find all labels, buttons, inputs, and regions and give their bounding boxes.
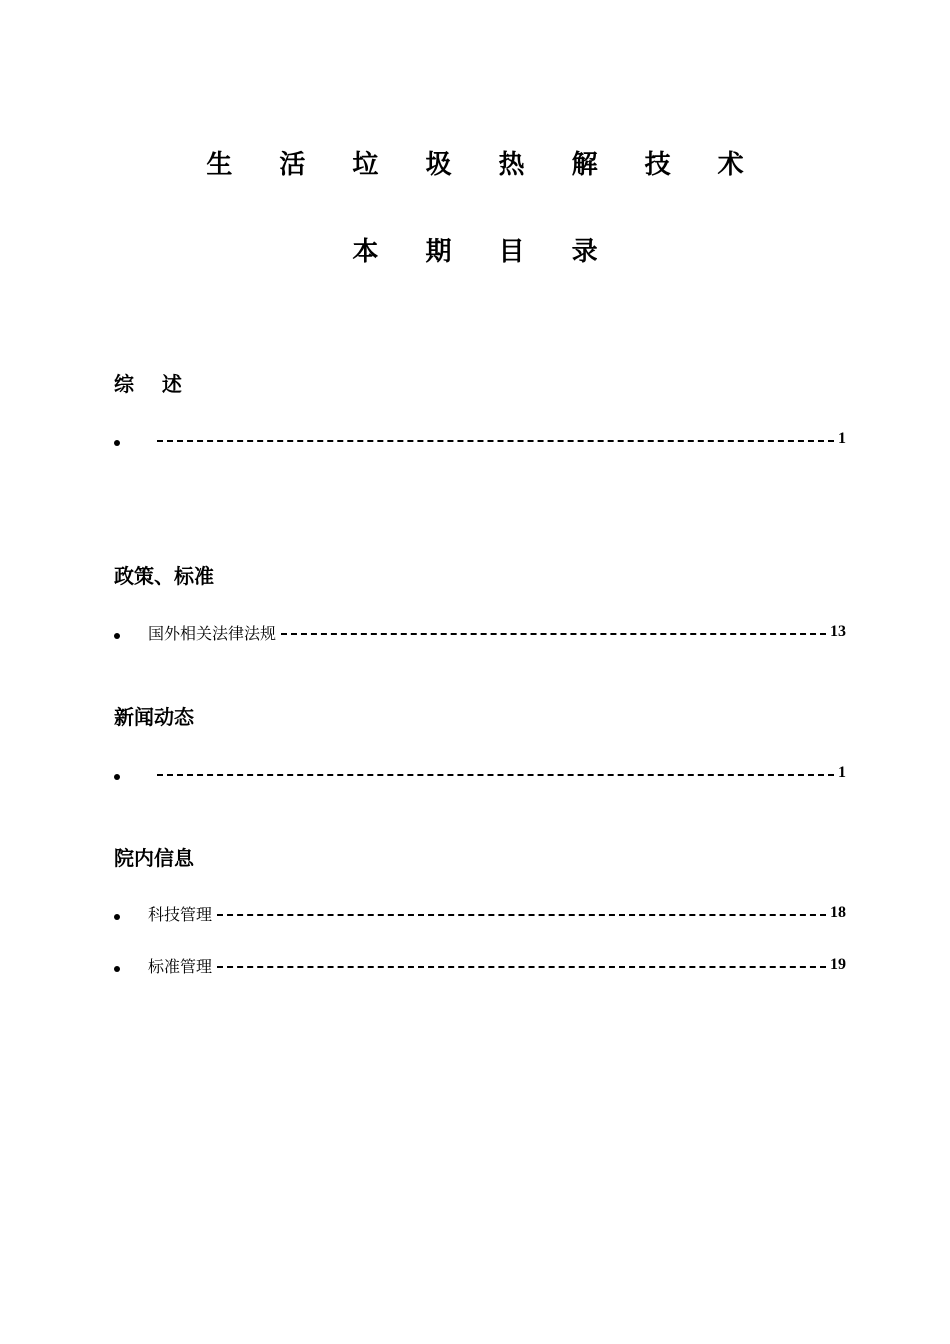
dot-leader xyxy=(281,633,826,635)
document-title: 生 活 垃 圾 热 解 技 术 xyxy=(206,150,763,180)
section-heading-institute-info: 院内信息 xyxy=(114,846,194,870)
toc-entry-title: 国外相关法律法规 xyxy=(148,623,277,643)
toc-entry[interactable] xyxy=(114,427,846,451)
toc-page-number: 13 xyxy=(830,623,846,640)
toc-page-number: 1 xyxy=(838,764,846,781)
section-heading-policy-standards: 政策、标准 xyxy=(114,564,214,588)
bullet-icon xyxy=(114,774,120,780)
bullet-icon xyxy=(114,440,120,446)
toc-entry[interactable] xyxy=(114,901,846,925)
toc-entry[interactable] xyxy=(114,761,846,785)
toc-title: 本 期 目 录 xyxy=(352,237,617,267)
section-heading-overview: 综 述 xyxy=(114,372,182,396)
bullet-icon xyxy=(114,914,120,920)
toc-page-number: 18 xyxy=(830,904,846,921)
bullet-icon xyxy=(114,966,120,972)
toc-page-number: 19 xyxy=(830,956,846,973)
dot-leader xyxy=(157,774,834,776)
section-heading-news: 新闻动态 xyxy=(114,705,194,729)
toc-page-number: 1 xyxy=(838,430,846,447)
toc-entry-title: 科技管理 xyxy=(148,904,213,924)
toc-entry-title: 标准管理 xyxy=(148,956,213,976)
toc-entry[interactable] xyxy=(114,620,846,644)
dot-leader xyxy=(157,440,834,442)
toc-entry[interactable] xyxy=(114,953,846,977)
bullet-icon xyxy=(114,633,120,639)
dot-leader xyxy=(217,966,826,968)
dot-leader xyxy=(217,914,826,916)
